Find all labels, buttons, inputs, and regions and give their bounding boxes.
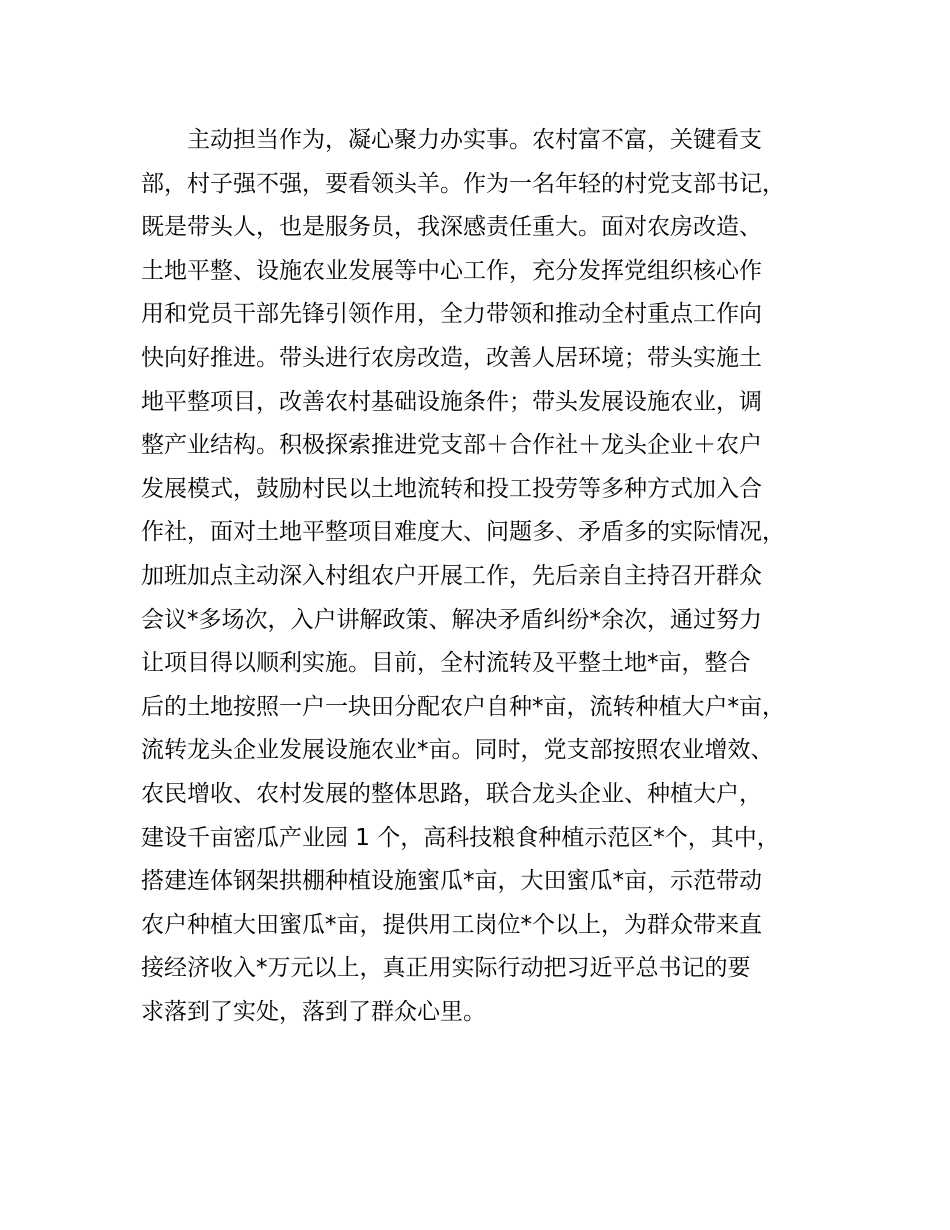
- paragraph-line: 部，村子强不强，要看领头羊。作为一名年轻的村党支部书记，: [141, 170, 785, 197]
- paragraph-line: 农民增收、农村发展的整体思路，联合龙头企业、种植大户，: [141, 780, 762, 807]
- paragraph-line: 整产业结构。积极探索推进党支部＋合作社＋龙头企业＋农户: [141, 432, 762, 459]
- paragraph-line: 用和党员干部先锋引领作用，全力带领和推动全村重点工作向: [141, 301, 762, 328]
- paragraph-line: 发展模式，鼓励村民以土地流转和投工投劳等多种方式加入合: [141, 475, 762, 502]
- paragraph-line: 加班加点主动深入村组农户开展工作，先后亲自主持召开群众: [141, 562, 762, 589]
- paragraph-line: 土地平整、设施农业发展等中心工作，充分发挥党组织核心作: [141, 257, 762, 284]
- paragraph-line: 主动担当作为，凝心聚力办实事。农村富不富，关键看支: [187, 127, 762, 153]
- paragraph-line: 作社，面对土地平整项目难度大、问题多、矛盾多的实际情况，: [141, 519, 785, 546]
- paragraph-line: 让项目得以顺利实施。目前，全村流转及平整土地*亩，整合: [141, 650, 751, 677]
- paragraph-line: 搭建连体钢架拱棚种植设施蜜瓜*亩，大田蜜瓜*亩，示范带动: [141, 868, 762, 895]
- paragraph-line: 接经济收入*万元以上，真正用实际行动把习近平总书记的要: [141, 955, 751, 982]
- body-paragraph: [141, 119, 841, 1034]
- paragraph-line: 会议*多场次，入户讲解政策、解决矛盾纠纷*余次，通过努力: [141, 606, 762, 633]
- paragraph-line: 流转龙头企业发展设施农业*亩。同时，党支部按照农业增效、: [141, 737, 774, 764]
- paragraph-line: 求落到了实处，落到了群众心里。: [141, 998, 486, 1025]
- paragraph-line: 地平整项目，改善农村基础设施条件；带头发展设施农业，调: [141, 388, 762, 415]
- paragraph-line: 农户种植大田蜜瓜*亩，提供用工岗位*个以上，为群众带来直: [141, 911, 762, 938]
- paragraph-line: 快向好推进。带头进行农房改造，改善人居环境；带头实施土: [141, 344, 762, 371]
- paragraph-line: 既是带头人，也是服务员，我深感责任重大。面对农房改造、: [141, 214, 762, 241]
- paragraph-line: 后的土地按照一户一块田分配农户自种*亩，流转种植大户*亩，: [141, 693, 785, 720]
- paragraph-line: 建设千亩密瓜产业园 1 个，高科技粮食种植示范区*个，其中，: [141, 824, 780, 851]
